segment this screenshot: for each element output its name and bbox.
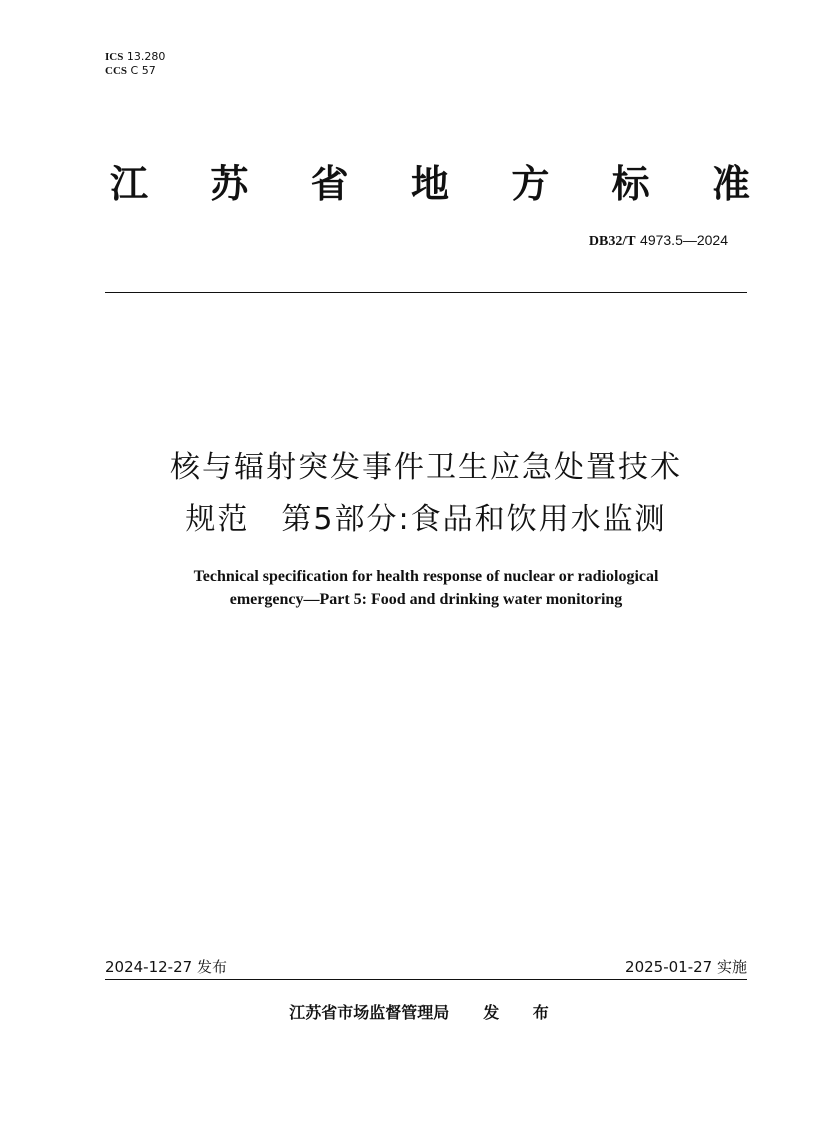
chinese-title: [105, 442, 747, 546]
ics-value: 13.280: [126, 50, 166, 63]
publisher-name: 江苏省市场监督管理局: [289, 1003, 450, 1022]
standard-number-value: 4973.5—2024: [640, 232, 728, 248]
ics-label: ICS: [105, 51, 124, 63]
publisher-action: 发 布: [483, 1003, 563, 1022]
english-title-line-1: Technical specification for health response of nuclear or radiological: [193, 568, 659, 585]
standard-number: [589, 232, 728, 250]
implementation-date: 2025-01-27 实施: [625, 958, 747, 976]
ccs-label: CCS: [105, 65, 128, 77]
ics-code: [105, 50, 165, 64]
standard-number-prefix: DB32/T: [588, 234, 636, 249]
ccs-value: C 57: [130, 64, 156, 77]
header-divider: [105, 292, 747, 293]
standard-type-char: 标: [611, 162, 650, 206]
standard-type-char: 省: [310, 162, 349, 206]
issue-date: 2024-12-27 发布: [105, 958, 227, 976]
standard-type-title: [110, 162, 750, 206]
classification-codes: [105, 50, 165, 78]
standard-type-char: 方: [511, 162, 550, 206]
english-title: [105, 565, 747, 611]
publisher-line: [105, 1003, 747, 1023]
standard-type-char: 江: [110, 162, 149, 206]
standard-type-char: 准: [711, 162, 750, 206]
footer-divider: [105, 979, 747, 980]
chinese-title-line-2: 规范 第5部分:食品和饮用水监测: [185, 502, 667, 537]
ccs-code: [105, 64, 165, 78]
standard-type-char: 苏: [210, 162, 249, 206]
date-row: [105, 957, 747, 977]
chinese-title-line-1: 核与辐射突发事件卫生应急处置技术: [170, 450, 682, 485]
standard-type-char: 地: [410, 162, 449, 206]
english-title-line-2: emergency—Part 5: Food and drinking water monitoring: [229, 591, 623, 608]
